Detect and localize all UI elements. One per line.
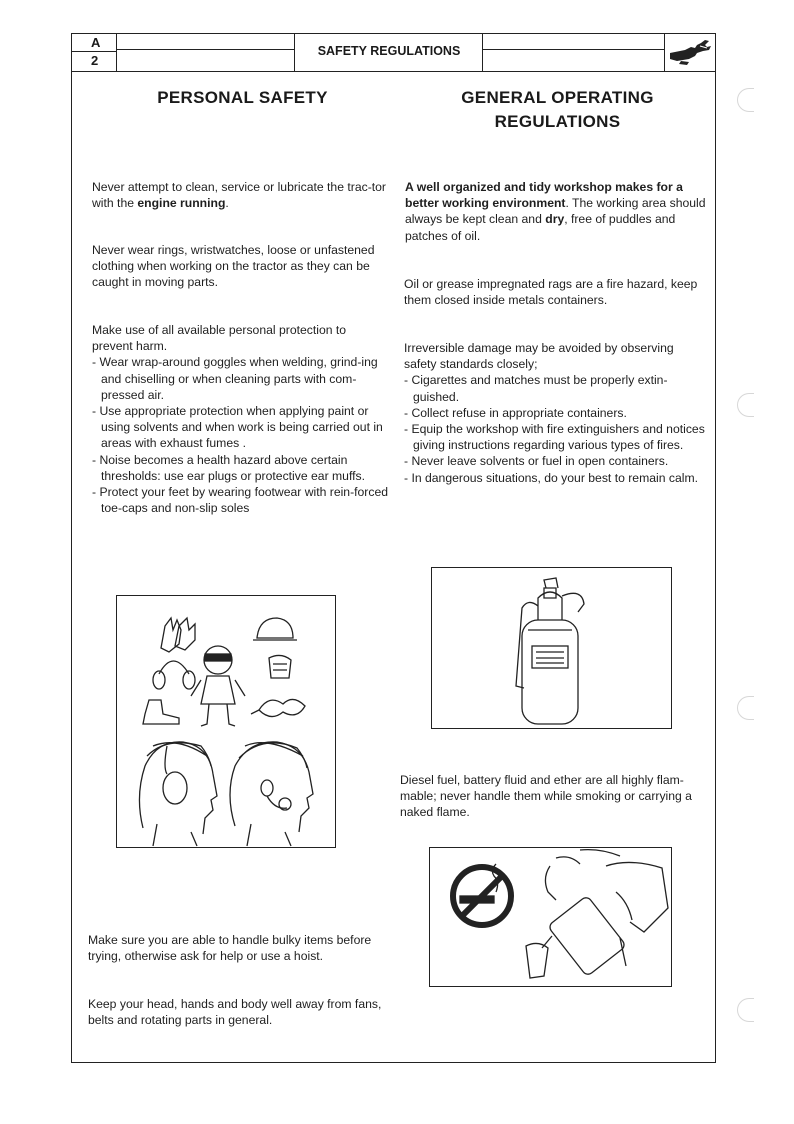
list-item: - Use appropriate protection when applying paint or using solvents and when work is being carried out in areas with exhaust fumes . xyxy=(92,404,383,451)
safety-standards-list xyxy=(404,372,706,485)
left-paragraph-5: Keep your head, hands and body well away from fans, belts and rotating parts in general. xyxy=(88,997,382,1028)
header-divider-left xyxy=(71,51,116,52)
left-p1-bold: engine running xyxy=(137,196,226,211)
fire-extinguisher-illustration xyxy=(431,567,672,729)
right-paragraph-1 xyxy=(405,179,707,244)
list-item: - Never leave solvents or fuel in open containers. xyxy=(404,454,669,469)
header-title-right xyxy=(482,33,483,71)
list-item: - Cigarettes and matches must be properly extin-guished. xyxy=(404,373,668,404)
right-p1-end: , free of puddles and patches of oil. xyxy=(405,212,676,243)
left-paragraph-2: Never wear rings, wristwatches, loose or unfastened clothing when working on the tractor as they can be caught in moving parts. xyxy=(92,243,375,290)
page-header-title: SAFETY REGULATIONS xyxy=(317,44,461,58)
right-p1-bold-dry: dry xyxy=(545,212,565,227)
right-p1-text: . The working area should always be kept clean and xyxy=(405,196,706,227)
list-item: - Noise becomes a health hazard above certain thresholds: use ear plugs or protective ear muffs. xyxy=(92,452,365,483)
punch-hole xyxy=(737,88,754,112)
protective-equipment-illustration xyxy=(116,595,336,848)
punch-hole xyxy=(737,393,754,417)
left-p3-intro: Make use of all available personal protection to prevent harm. xyxy=(92,323,347,354)
general-operating-title xyxy=(410,86,705,134)
left-paragraph-3 xyxy=(92,322,390,516)
header-rule-left xyxy=(116,49,294,50)
list-item: - Protect your feet by wearing footwear with rein-forced toe-caps and non-slip soles xyxy=(92,485,389,516)
punch-hole xyxy=(737,696,754,720)
header-col-divider xyxy=(116,33,117,71)
right-p1-bold: A well organized and tidy workshop makes for a better working environment xyxy=(405,180,683,211)
right-p3-intro: Irreversible damage may be avoided by observing safety standards closely; xyxy=(404,341,674,372)
wrench-hand-icon xyxy=(667,37,713,67)
list-item: - In dangerous situations, do your best to remain calm. xyxy=(404,470,699,485)
section-letter: A xyxy=(91,35,101,50)
right-paragraph-3 xyxy=(404,340,706,486)
header-rule-right xyxy=(482,49,664,50)
left-paragraph-1 xyxy=(92,179,390,211)
left-p1-end: . xyxy=(225,196,229,211)
punch-hole xyxy=(737,998,754,1022)
left-p1-text: Never attempt to clean, service or lubricate the trac-tor with the xyxy=(92,180,386,211)
protection-list xyxy=(92,354,390,516)
header-underline xyxy=(71,71,716,72)
personal-safety-title: PERSONAL SAFETY xyxy=(157,88,328,107)
header-logo-divider xyxy=(664,33,665,71)
title-line-2: REGULATIONS xyxy=(494,112,621,131)
list-item: - Equip the workshop with fire extinguishers and notices giving instructions regarding various types of fires. xyxy=(404,422,705,453)
list-item: - Wear wrap-around goggles when welding, grind-ing and chiselling or when cleaning parts with com-pressed air. xyxy=(92,355,378,402)
right-paragraph-2: Oil or grease impregnated rags are a fire hazard, keep them closed inside metals containers. xyxy=(404,277,698,308)
header-title-left xyxy=(294,33,295,71)
title-line-1: GENERAL OPERATING xyxy=(461,88,654,107)
right-paragraph-4: Diesel fuel, battery fluid and ether are all highly flam-mable; never handle them while smoking or carrying a naked flame. xyxy=(400,773,692,820)
no-smoking-fuel-illustration xyxy=(429,847,672,987)
list-item: - Collect refuse in appropriate containers. xyxy=(404,405,627,420)
page-number: 2 xyxy=(91,53,99,68)
left-paragraph-4: Make sure you are able to handle bulky items before trying, otherwise ask for help or use a hoist. xyxy=(88,933,372,964)
